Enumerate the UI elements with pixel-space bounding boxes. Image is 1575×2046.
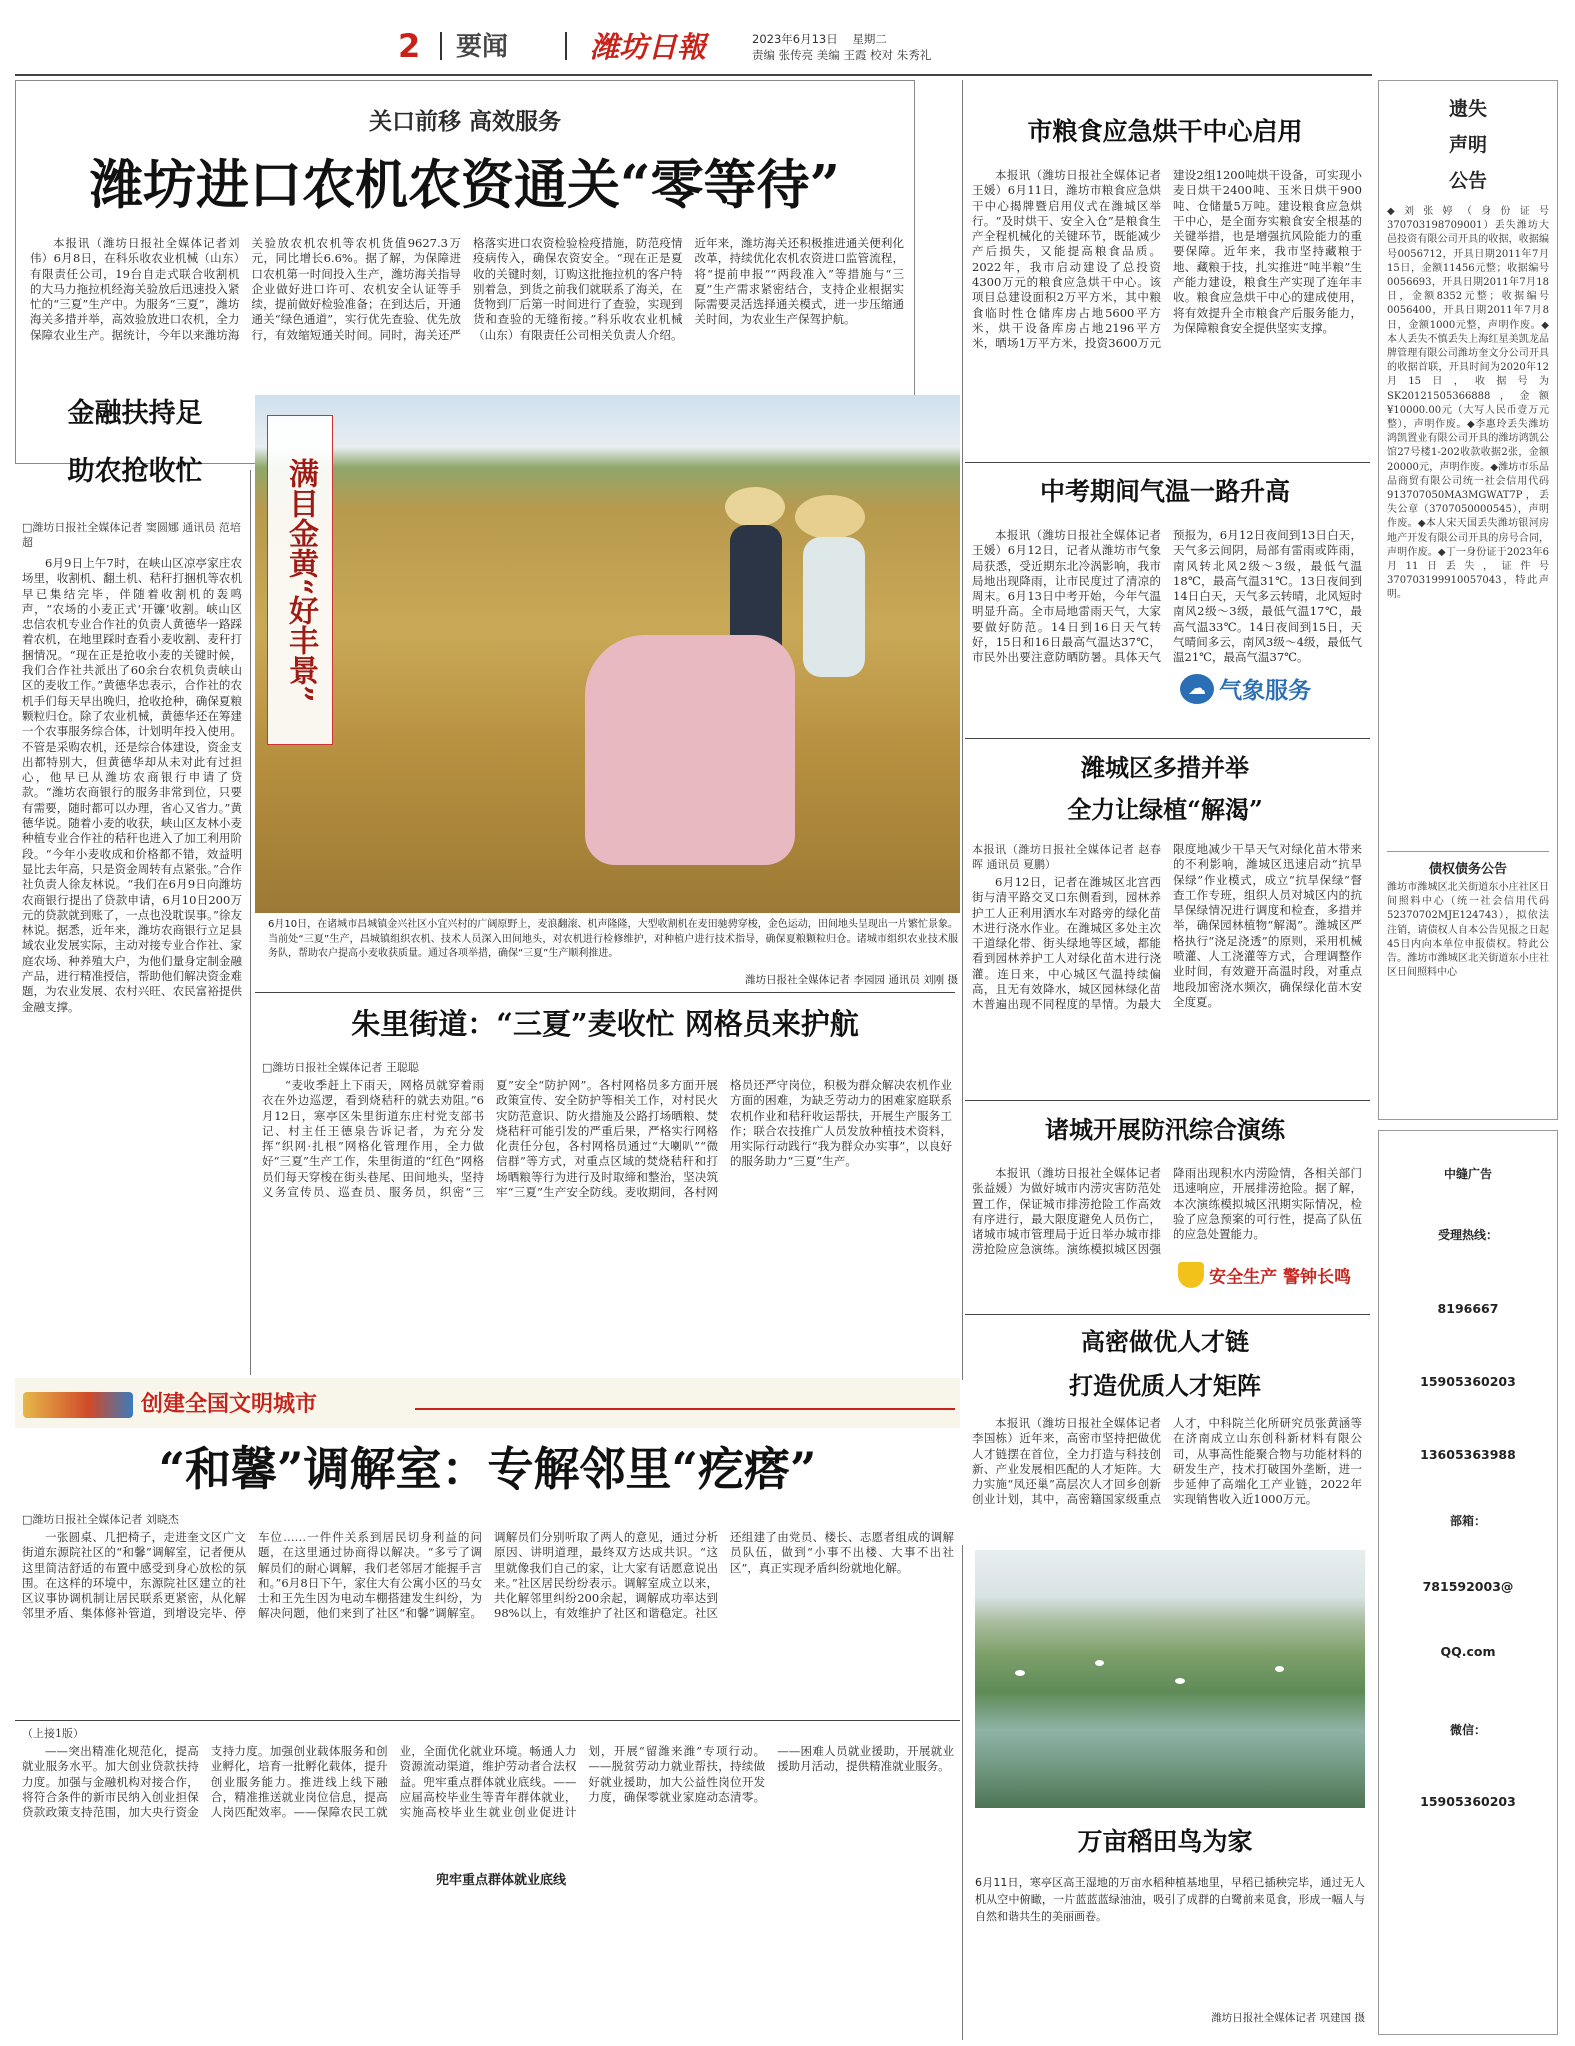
- finance-title-line2: 助农抢收忙: [67, 456, 203, 487]
- section-rule: [965, 1314, 1370, 1315]
- zhuli-body: “麦收季赶上下雨天，网格员就穿着雨衣在外边巡逻，看到烧秸秆的就去劝阻。”6月12日，寒亭区朱里街道东庄村党支部书记、村主任王德泉告诉记者，为充分发挥“织网·扎根”网格化管理作用，全力做好“三夏”生产工作，朱里街道的“红色”网格员们每天穿梭在街头巷尾、田间地头，坚持义务宣传员、巡查员、服务员，织密“三夏”安全“防护网”。各村网格员多方面开展政策宣传、安全防护等相关工作，对村民火灾防范意识、防火措施及公路打场晒粮、焚烧秸秆可能引发的严重后果，严格实行网格化责任分包，各村网格员通过“大喇叭”“微信群”等方式，对重点区域的焚烧秸秆和打场晒粮等行为进行及时取缔和整治，坚决筑牢“三夏”生产安全防线。麦收期间，各村网格员还严守岗位，积极为群众解决农机作业方面的困难，为缺乏劳动力的困难家庭联系农机作业和秸秆收运帮扶，开展生产服务工作；联合农技推广人员发放种植技术资料，用实际行动践行“我为群众办实事”，以良好的服务助力“三夏”生产。: [262, 1078, 952, 1200]
- wheat-side-title-box: [267, 415, 333, 745]
- ad-hotline-1: 8196667: [1437, 1301, 1499, 1316]
- issue-editors: 责编 张传亮 美编 王霞 校对 朱秀礼: [752, 48, 932, 62]
- weather-body: 本报讯（潍坊日报社全媒体记者 王媛）6月12日，记者从潍坊市气象局获悉，受近期东北冷涡影响，我市局地出现降雨，让市民度过了清凉的周末。6月13日中考开始，今年气温明显升高。全市局地雷雨天气，大家要做好防范。14日到16日天气转好，15日和16日最高气温达37℃，市民外出要注意防晒防暑。具体天气预报为，6月12日夜间到13日白天，天气多云间阴，局部有雷雨或阵雨，南风转北风2级～3级，最低气温18℃，最高气温31℃。13日夜间到14日白天，天气多云转晴，北风短时南风2级～3级，最低气温17℃，最高气温33℃。14日夜间到15日，天气晴间多云，南风3级～4级，最低气温21℃，最高气温37℃。: [972, 528, 1362, 665]
- civilized-byline: □潍坊日报社全媒体记者 刘晓杰: [22, 1513, 179, 1526]
- notice-rail: [1378, 80, 1558, 1120]
- grain-title: 市粮食应急烘干中心启用: [1027, 117, 1303, 146]
- ad-mail-value: 781592003@: [1422, 1579, 1514, 1594]
- ad-mail-domain: QQ.com: [1440, 1644, 1496, 1659]
- wheat-photo-caption: 6月10日，在诸城市昌城镇金兴社区小宜兴村的广阔原野上，麦浪翻滚、机声隆隆，大型收割机在麦田驰骋穿梭，金色运动，田间地头呈现出一片繁忙景象。当前处“三夏”生产，昌城镇组织农机、技术人员深入田间地头，对农机进行检修维护，对种植户进行技术指导，确保夏粮颗粒归仓。诸城市组织农业技术服务队，帮助农户提高小麦收获质量。通过各项举措，确保“三夏”生产顺利推进。: [268, 919, 958, 959]
- finance-body: 6月9日上午7时，在峡山区凉亭家庄农场里，收割机、翻土机、秸秆打捆机等农机早已集结完毕，伴随着收割机的轰鸣声，“农场的小麦正式‘开镰’收割。峡山区忠信农机专业合作社的负责人黄德华一路踩着农机，在地里踩时查看小麦收割、麦秆打捆情况。“现在正是抢收小麦的关键时候，我们合作社共派出了60余台农机负责峡山区的麦收工作。”黄德华忠表示，合作社的农机手们每天早出晚归，抢收抢种，确保夏粮颗粒归仓。除了农业机械，黄德华还在筹建一个农事服务综合体，计划明年投入使用。不管是采购农机，还是综合体建设，资金支出都特别大，但黄德华却从未对此有过担心，他早已从潍坊农商银行申请了贷款。“潍坊农商银行的服务非常到位，只要有需要，随时都可以办理，省心又省力。”黄德华说。随着小麦的收获，峡山区友林小麦种植专业合作社的秸秆也进入了加工利用阶段。“今年小麦收成和价格都不错，效益明显比去年高，只是资金周转有点紧张。”合作社负责人徐友林说。“我们在6月9日向潍坊农商银行提出了贷款申请，6月10日200万元的贷款就到账了，一点也没耽误事。”徐友林说。据悉，近年来，潍坊农商银行立足县域农业发展实际，主动对接专业合作社、家庭农场、种养殖大户，为他们量身定制金融产品，进行精准授信，帮助他们解决资金难题，为农业发展、农村兴旺、农民富裕提供金融支撑。: [22, 556, 242, 1014]
- section-name: 要闻: [456, 32, 509, 62]
- header-rule: [15, 74, 1372, 76]
- column-rule: [250, 470, 251, 1375]
- weather-service-badge: [1180, 672, 1358, 716]
- weicheng-title-line2: 全力让绿植“解渴”: [1067, 795, 1263, 824]
- rail-rule: [1387, 851, 1549, 852]
- zhuli-title: 朱里街道：“三夏”麦收忙 网格员来护航: [351, 1007, 859, 1041]
- civilized-title: “和馨”调解室：专解邻里“疙瘩”: [158, 1442, 817, 1496]
- straw-hat-shape: [795, 495, 865, 539]
- wheat-photo-credit: 潍坊日报社全媒体记者 李园园 通讯员 刘刚 摄: [745, 974, 958, 986]
- notice-title-announcement: 公告: [1448, 170, 1487, 192]
- ad-wechat-value: 15905360203: [1420, 1794, 1516, 1809]
- rice-paddy-photo: [975, 1550, 1365, 1808]
- gaomi-title-line1: 高密做优人才链: [1081, 1327, 1249, 1356]
- continued-body: ——突出精准化规范化，提高就业服务水平。加大创业贷款扶持力度。加强与金融机构对接合作，将符合条件的新市民纳入创业担保贷款政策支持范围，加大央行资金支持力度。加强创业载体服务和创业孵化，培育一批孵化载体，提升创业服务能力。推进线上线下融合，精准推送就业岗位信息，提高人岗匹配效率。——保障农民工就业，全面优化就业环境。畅通人力资源流动渠道，维护劳动者合法权益。兜牢重点群体就业底线。——应届高校毕业生等青年群体就业，实施高校毕业生就业创业促进计划，开展“留潍来潍”专项行动。——脱贫劳动力就业帮扶，持续做好就业援助，加大公益性岗位开发力度，确保零就业家庭动态清零。——困难人员就业援助，开展就业援助月活动，提供精准就业服务。: [22, 1744, 954, 1820]
- header-divider: [565, 32, 567, 60]
- rice-caption: 6月11日，寒亭区高王湿地的万亩水稻种植基地里，早稻已插秧完毕，通过无人机从空中俯瞰，一片蓝蓝蓝绿油油，吸引了成群的白鹭前来觅食，形成一幅人与自然和谐共生的美丽画卷。: [975, 1876, 1365, 1923]
- straw-hat-shape: [725, 487, 785, 527]
- farmer-figure: [585, 635, 795, 865]
- bell-icon: [1178, 1262, 1204, 1288]
- grain-body: 本报讯（潍坊日报社全媒体记者 王媛）6月11日，潍坊市粮食应急烘干中心揭牌暨启用仪式在潍城区举行。“及时烘干、安全入仓”是粮食生产全程机械化的关键环节，既能减少产后损失，又能提高粮食品质。2022年，我市启动建设了总投资4300万元的粮食应急烘干中心。该项目总建设面积2万平方米，其中粮食临时性仓储库房占地5600平方米，烘干设备库房占地2196平方米，晒场1万平方米，投资3600万元建设2组1200吨烘干设备，可实现小麦日烘干2400吨、玉米日烘干900吨、仓储量5万吨。建设粮食应急烘干中心，是全面夯实粮食安全根基的关键举措，也是增强抗风险能力的重要保障。近年来，我市坚持藏粮于地、藏粮于技，扎实推进“吨半粮”生产能力建设，粮食生产实现了连年丰收。粮食应急烘干中心的建成使用，将有效提升全市粮食产后服务能力，为保障粮食安全提供坚实支撑。: [972, 168, 1362, 351]
- zhucheng-body: 本报讯（潍坊日报社全媒体记者 张益媛）为做好城市内涝灾害防范处置工作，保证城市排涝抢险工作高效有序进行，最大限度避免人员伤亡，诸城市城市管理局于近日举办城市排涝抢险应急演练。演练模拟城区因强降雨出现积水内涝险情，各相关部门迅速响应，开展排涝抢险。据了解，本次演练模拟城区汛期实际情况，检验了应急预案的可行性，提高了队伍的应急处置能力。: [972, 1166, 1362, 1257]
- egret-shape: [1015, 1670, 1025, 1676]
- continued-label: （上接1版）: [22, 1727, 84, 1740]
- debt-notice-body: 潍坊市潍城区北关街道东小庄社区日间照料中心（统一社会信用代码52370702MJE124743），拟依法注销，请债权人自本公告见报之日起45日内向本单位申报债权。特此公告。潍坊市潍城区北关街道东小庄社区日间照料中心: [1387, 882, 1549, 979]
- column-rule: [962, 1545, 963, 2040]
- paper-logo: 潍坊日報: [590, 30, 707, 64]
- safety-badge-label: 安全生产 警钟长鸣: [1209, 1267, 1352, 1288]
- gaomi-title-line2: 打造优质人才矩阵: [1069, 1371, 1261, 1400]
- section-rule: [15, 1720, 960, 1721]
- notice-title-lost: 遗失: [1448, 98, 1487, 120]
- finance-byline: □潍坊日报社全媒体记者 窦圆娜 通讯员 范培超: [22, 521, 241, 549]
- wheat-harvest-photo: [255, 395, 960, 913]
- weather-title: 中考期间气温一路升高: [1039, 477, 1290, 506]
- finance-title-line1: 金融扶持足: [67, 398, 203, 429]
- weicheng-title-line1: 潍城区多措并举: [1081, 753, 1249, 782]
- egret-shape: [1095, 1660, 1104, 1666]
- rice-credit: 潍坊日报社全媒体记者 巩建国 摄: [1211, 2012, 1365, 2024]
- weicheng-byline: 本报讯（潍坊日报社全媒体记者 赵春晖 通讯员 夏鹏）: [972, 843, 1161, 871]
- weicheng-body: 本报讯（潍坊日报社全媒体记者 赵春晖 通讯员 夏鹏） 6月12日，记者在潍城区北宫西街与清平路交叉口东侧看到，园林养护工人正利用洒水车对路旁的绿化苗木进行浇水作业。在潍城区多处主次干道绿化带、街头绿地等区域，都能看到园林养护工人对绿化苗木进行浇灌。连日来，中心城区气温持续偏高，且无有效降水，城区园林绿化苗木普遍出现不同程度的旱情。为最大限度地减少干旱天气对绿化苗木带来的不利影响，潍城区迅速启动“抗旱保绿”作业模式，成立“抗旱保绿”督查工作专班，组织人员对城区内的抗旱保绿情况进行调度和检查，多措并举，确保园林植物“解渴”。潍城区严格执行“浇足浇透”的原则，采用机械喷灌、人工浇灌等方式，合理调整作业时间，有效避开高温时段，对重点地段加密浇水频次，确保绿化苗木安全度夏。: [972, 842, 1362, 1012]
- egret-shape: [1175, 1678, 1185, 1684]
- ad-mail-label: 部箱：: [1449, 1514, 1486, 1528]
- egret-shape: [1275, 1666, 1284, 1672]
- issue-info: [752, 31, 1052, 67]
- zhucheng-title: 诸城开展防汛综合演练: [1045, 1115, 1285, 1144]
- civilized-banner-text: 创建全国文明城市: [141, 1391, 318, 1417]
- civilized-banner: [15, 1378, 960, 1428]
- lead-subtitle: 关口前移 高效服务: [368, 109, 561, 135]
- continued-subhead: 兜牢重点群体就业底线: [416, 1870, 586, 1892]
- ad-wechat-label: 微信：: [1449, 1723, 1486, 1737]
- notice-title-statement: 声明: [1448, 134, 1487, 156]
- zhuli-byline: □潍坊日报社全媒体记者 王聪聪: [262, 1061, 419, 1074]
- safety-badge: [1178, 1262, 1360, 1300]
- gaomi-body: 本报讯（潍坊日报社全媒体记者 李国栋）近年来，高密市坚持把做优人才链摆在首位，全力打造与科技创新、产业发展相匹配的人才矩阵。大力实施“凤还巢”高层次人才回乡创新创业计划，其中，高密籍国家级重点人才，中科院兰化所研究员张黄涵等在济南成立山东创科新材料有限公司，从事高性能聚合物与功能材料的研发生产，技术打破国外垄断，进一步延伸了高端化工产业链，2022年实现销售收入近1000万元。: [972, 1416, 1362, 1507]
- issue-weekday: 星期二: [852, 32, 887, 46]
- rice-title: 万亩稻田鸟为家: [1077, 1827, 1253, 1856]
- ad-hotline-2: 15905360203: [1420, 1374, 1516, 1389]
- ad-hotline-label: 受理热线：: [1437, 1228, 1498, 1242]
- lead-title: 潍坊进口农机农资通关“零等待”: [90, 154, 840, 216]
- ad-title: 中缝广告: [1443, 1167, 1492, 1181]
- weather-service-label: 气象服务: [1219, 678, 1312, 704]
- section-rule: [255, 992, 955, 993]
- banner-rule: [415, 1408, 955, 1410]
- ad-hotline-3: 13605363988: [1420, 1447, 1516, 1462]
- section-rule: [965, 738, 1370, 739]
- wheat-side-title: 满目金黄“好丰景”: [283, 457, 318, 703]
- section-rule: [965, 1100, 1370, 1101]
- section-rule: [965, 462, 1370, 463]
- lead-body: 本报讯（潍坊日报社全媒体记者刘伟）6月8日，在科乐收农业机械（山东）有限责任公司，19台自走式联合收割机的大马力拖拉机经海关验放后迅速投入紧忙的“三夏”生产中。为服务“三夏”，潍坊海关多措并举，高效验放进口农机，全力保障农业生产。据统计，今年以来潍坊海关验放农机农机等农机货值9627.3万元，同比增长6.6%。据了解，为保障进口农机第一时间投入生产，潍坊海关指导企业做好进口许可、农机安全认证等手续，提前做好检验准备；在到达后，开通通关“绿色通道”，实行优先查验、优先放行，有效缩短通关时间。同时，海关还严格落实进口农资检验检疫措施，防范疫情疫病传入，确保农资安全。“现在正是夏收的关键时刻，订购这批拖拉机的客户特别着急，到货之前我们就联系了海关，在货物到厂后第一时间进行了查验，实现到货和查验的无缝衔接。”科乐收农业机械（山东）有限责任公司相关负责人介绍。近年来，潍坊海关还积极推进通关便利化改革，持续优化农机农资进口监管流程，将“提前申报”“两段准入”等措施与“三夏”生产需求紧密结合，支持企业根据实际需要灵活选择通关模式，进一步压缩通关时间，为农业生产保驾护航。: [30, 236, 904, 342]
- lost-notices: ◆刘张婷（身份证号370703198709001）丢失潍坊大邑投资有限公司开具的收据，收据编号0056712，开具日期2011年7月15日，金额11456元整；收据编号0056693，开具日期2011年7月18日，金额8352元整；收据编号0056400，开具日期2011年7月8日，金额1000元整，声明作废。◆本人丢失不慎丢失上海红星美凯龙品牌管理有限公司潍坊奎文分公司开具的收据首联，开具时间为2020年12月15日，收据号为SK20121505366888，金额¥10000.00元（大写人民币壹万元整），声明作废。◆李惠玲丢失潍坊鸿凯置业有限公司开具的潍坊鸿凯公馆27号楼1-202收款收据2张，金额20000元，声明作废。◆潍坊市乐品品商贸有限公司统一社会信用代码913707050MA3MGWAT7P，丢失公章（3707050000545），声明作废。◆本人宋天国丢失潍坊银河房地产开发有限公司开具的房号合同，声明作废。◆丁一身份证于2023年6月11日丢失，证件号370703199910057043，特此声明。: [1387, 206, 1549, 601]
- header-divider: [440, 32, 442, 60]
- civilized-body: 一张圆桌、几把椅子，走进奎文区广文街道东源院社区的“和馨”调解室，记者便从这里简洁舒适的布置中感受到身心放松的氛围。在这样的环境中，东源院社区建立的社区议事协调机制让居民联系更紧密，从化解邻里矛盾、集体修补管道，到增设完毕、停车位……一件件关系到居民切身利益的问题，在这里通过协商得以解决。“多亏了调解员们的耐心调解，我们老邻居才能握手言和。”6月8日下午，家住大有公寓小区的马女士和王先生因为电动车棚搭建发生纠纷，为解决问题，他们来到了社区“和馨”调解室。调解员们分别听取了两人的意见，通过分析原因、讲明道理，最终双方达成共识。“这里就像我们自己的家，让大家有话愿意说出来。”社区居民纷纷表示。调解室成立以来，共化解邻里纠纷200余起，调解成功率达到98%以上，有效维护了社区和谐稳定。社区还组建了由党员、楼长、志愿者组成的调解员队伍，做到“小事不出楼、大事不出社区”，真正实现矛盾纠纷就地化解。: [22, 1530, 954, 1621]
- issue-date: 2023年6月13日: [752, 32, 838, 46]
- farmer-figure: [803, 537, 865, 677]
- city-skyline-icon: [23, 1392, 133, 1418]
- cloud-icon: ☁: [1180, 674, 1214, 704]
- ad-rail: [1378, 1130, 1558, 2035]
- debt-notice-title: 债权债务公告: [1428, 862, 1507, 877]
- page-number: 2: [398, 28, 421, 64]
- column-rule: [962, 80, 963, 1380]
